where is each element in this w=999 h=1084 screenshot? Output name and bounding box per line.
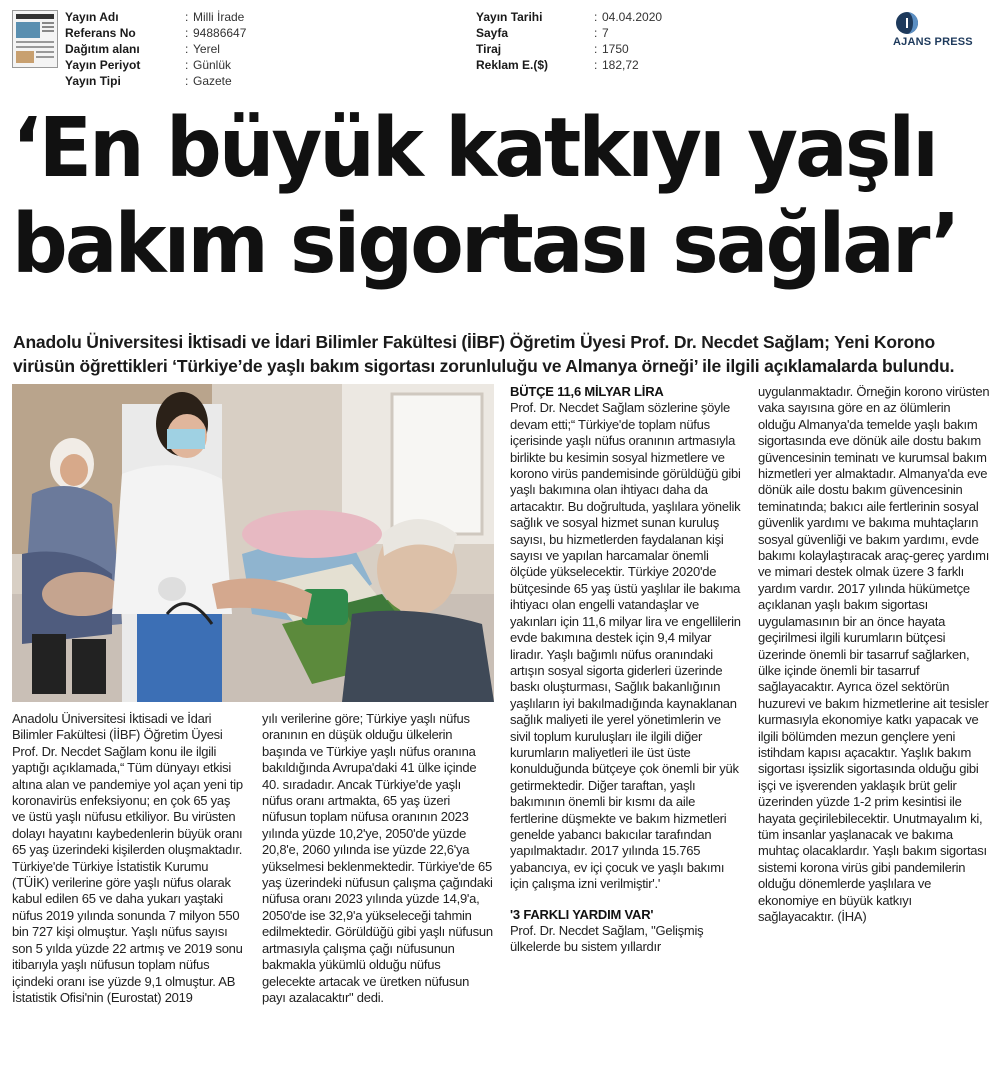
article-paragraph: Prof. Dr. Necdet Sağlam, "Gelişmiş ülkelerde bu sistem yıllardır xyxy=(510,923,704,955)
meta-row xyxy=(476,57,662,73)
logo-text: AJANS PRESS xyxy=(893,36,973,48)
meta-value: 1750 xyxy=(602,42,629,56)
meta-left-table xyxy=(65,9,246,89)
article-paragraph: Anadolu Üniversitesi İktisadi ve İdari Bilimler Fakültesi (İİBF) Öğretim Üyesi Prof. Dr. Necdet Sağlam konu ile ilgili yaptığı açıklamada,“ Tüm dünyayı etkisi altına alan ve pandemiye yol açan yeni tip koronavirüs enfeksiyonu; en çok 65 yaş ve üstü yaşlı nüfusu etkiliyor. Bu virüsten dolayı hayatını kaybedenlerin büyük oranı 65 yaş üzerindeki kişilerden oluşmaktadır. Türkiye'de Türkiye İstatistik Kurumu (TÜİK) verilerine göre yaşlı nüfus olarak kabul edilen 65 ve daha yukarı yaştaki nüfus 2019 yılında sonunda 7 milyon 550 bin 727 kişi olmuştur. Yaşlı nüfus sayısı son 5 yılda yüzde 22 artmış ve 2019 sonu itibarıyla yaşlı nüfusun toplam nüfus içindeki oranı ise yüzde 9,1 olmuştur. AB İstatistik Ofisi'nin (Eurostat) 2019 xyxy=(12,711,243,1005)
meta-sep: : xyxy=(185,42,189,56)
meta-key: Referans No xyxy=(65,26,136,40)
meta-key: Tiraj xyxy=(476,42,502,56)
lead-paragraph: Anadolu Üniversitesi İktisadi ve İdari Bilimler Fakültesi (İİBF) Öğretim Üyesi Prof. Dr. Necdet Sağlam; Yeni Korono virüsün öğrettikleri ‘Türkiye’de yaşlı bakım sigortası zorunluluğu ve Almanya örneği’ ile ilgili açıklamalarda bulundu. xyxy=(13,332,955,376)
article-paragraph: Prof. Dr. Necdet Sağlam sözlerine şöyle devam etti;“ Türkiye'de toplam nüfus içerisinde yaşlı nüfus oranının artmasıyla birlikte bu kesimin sosyal hizmetlere ve korono virüs pandemisinde görüldüğü gibi yaşlı bakımına olan ihtiyacı daha da artacaktır. Bu doğrultuda, yaşlılara yönelik sağlık ve sosyal hizmet sunan kuruluş sayısı, bu hizmetlerden faydalanan kişi sayısı ve yapılan harcamalar önemli ölçüde yükselecektir. Türkiye 2020'de bütçesinde 65 yaş üstü yaşlılar ile bakıma ihtiyacı olan engelli vatandaşlar ve yakınları için 11,6 milyar lira ve engellilerin evde bakımına destek için 9,4 milyar liradır. Yaşlı bağımlı nüfus oranındaki artışın sosyal sigorta giderleri üzerinde baskı oluşturması, Sağlık bakanlığının yaşlıların iyi bakılmadığında kaynaklanan sağlık maliyeti ile yerel yönetimlerin ve sivil toplum kuruluşları ile ilgili diğer kurumların maliyetleri ile üst üste konulduğunda bütçeye çok önemli bir yük getirmektedir. Diğer taraftan, yaşlı bakımının önemli bir kısmı da aile fertlerine düşmekte ve bakım hizmetleri genelde yabancı bakıcılar tarafından yapılmaktadır. 2017 yılında 15.765 yabancıya, ev içi çocuk ve yaşlı bakımı için çalışma izni verilmiştir'.' xyxy=(510,400,741,892)
meta-row xyxy=(65,57,246,73)
ajans-press-logo-icon xyxy=(895,11,919,35)
meta-key: Yayın Tipi xyxy=(65,74,121,88)
headline xyxy=(12,101,992,293)
meta-right-table xyxy=(476,9,662,73)
article-column-2 xyxy=(262,711,494,1006)
meta-value: 04.04.2020 xyxy=(602,10,663,24)
meta-value: Yerel xyxy=(193,42,220,56)
subheading-budget: BÜTÇE 11,6 MİLYAR LİRA xyxy=(510,384,664,399)
meta-sep: : xyxy=(594,10,598,24)
meta-sep: : xyxy=(594,58,598,72)
meta-row xyxy=(65,25,246,41)
headline-line-2: bakım sigortası sağlar’ xyxy=(12,197,958,292)
headline-line-1: ‘En büyük katkıyı yaşlı xyxy=(12,101,937,196)
meta-key: Dağıtım alanı xyxy=(65,42,140,56)
meta-sep: : xyxy=(594,42,598,56)
article-paragraph: yılı verilerine göre; Türkiye yaşlı nüfus oranının en düşük olduğu ülkelerin başında ve Türkiye yaşlı nüfus oranına bakıldığında Avrupa'daki 41 ülke içinde 40. sıradadır. Ancak Türkiye'de yaşlı nüfus oranı artmakta, 65 yaş üzeri nüfusun toplam nüfusa oranının 2023 yılında yüzde 10,2'ye, 2050'de yüzde 20,8'e, 2060 yılında ise yüzde 22,6'ya yükselmesi beklenmektedir. Türkiye'de 65 yaş üzerindeki nüfusun çalışma çağındaki nüfusa oranı 2023 yılında yüzde 14,9'a, 2050'de ise 32,9'a yükseleceği tahmin edilmektedir. Görüldüğü gibi yaşlı nüfusun artmasıyla çalışma çağı nüfusunun bakmakla yükümlü olduğu nüfus gelecekte artacak ve üretken nüfusun payı azalacaktır" dedi. xyxy=(262,711,493,1005)
article-photo xyxy=(12,384,494,702)
meta-value: 94886647 xyxy=(193,26,247,40)
meta-sep: : xyxy=(185,26,189,40)
meta-row xyxy=(476,41,662,57)
subheading-three-aids: '3 FARKLI YARDIM VAR' xyxy=(510,906,654,922)
meta-sep: : xyxy=(185,58,189,72)
meta-value: Gazete xyxy=(193,74,232,88)
meta-row xyxy=(476,9,662,25)
meta-sep: : xyxy=(594,26,598,40)
meta-sep: : xyxy=(185,74,189,88)
article-paragraph: uygulanmaktadır. Örneğin korono virüsten vaka sayısına göre en az ölümlerin olduğu Almanya'da temelde yaşlı bakım sigortasında eve dönük aile dostu bakım güvencesinin teminatı ve kurumsal bakım hizmetleri yer almaktadır. Almanya'da eve dönük aile dostu bakım güvencesinin teminatında; bakıcı aile fertlerinin sosyal güvenlik yardımı ve bakıma muhtaçların sosyal güvenliği ve bakım yardımı, evde bakımı kolaylaştıracak araç-gereç yardımı ve mimari destek olmak üzere 3 farklı yardım vardır. 2017 yılında hükümetçe açıklanan yaşlı bakım sigortası uygulamasının bir an önce hayata geçirilmesi ilgili kurumların bütçesi üzerinde önemli bir tasarruf sağlarken, ülke içinde önemli bir tasarruf sağlayacaktır. Ayrıca özel sektörün huzurevi ve bakım hizmetlerine ait tesisler kurmasıyla ekonomiye katkı yapacak ve ilgili bölümden mezun gençlere yeni istihdam kapısı açacaktır. Yaşlık bakım sigortası işsizlik sigortasında olduğu gibi işçi ve işverenden yaklaşık brüt gelir üzerinden yüzde 1-2 prim kesintisi ile hayata geçirilebilecektir. Unutmayalım ki, tüm insanlar yaşlanacak ve bakıma muhtaç olacaklardır. Yaşlı bakım sigortası sistemi korona virüs gibi pandemilerin olduğu dönemlerde yaşlılara ve ekonomiye en büyük katkıyı sağlayacaktır. (İHA) xyxy=(758,384,990,924)
meta-row xyxy=(65,41,246,57)
meta-value: Günlük xyxy=(193,58,232,72)
meta-row xyxy=(65,73,246,89)
meta-key: Yayın Tarihi xyxy=(476,10,543,24)
meta-sep: : xyxy=(185,10,189,24)
article-column-1 xyxy=(12,711,244,1006)
article-column-3 xyxy=(510,384,742,956)
meta-key: Reklam E.($) xyxy=(476,58,549,72)
meta-row xyxy=(65,9,246,25)
article-column-4 xyxy=(758,384,990,925)
meta-key: Yayın Periyot xyxy=(65,58,141,72)
clipping-thumbnail[interactable] xyxy=(12,10,58,68)
meta-row xyxy=(476,25,662,41)
ajans-press-logo[interactable] xyxy=(889,10,989,50)
photo-illustration xyxy=(12,384,494,702)
meta-key: Sayfa xyxy=(476,26,509,40)
meta-value: Milli İrade xyxy=(193,10,245,24)
meta-key: Yayın Adı xyxy=(65,10,119,24)
meta-value: 7 xyxy=(602,26,609,40)
meta-value: 182,72 xyxy=(602,58,639,72)
